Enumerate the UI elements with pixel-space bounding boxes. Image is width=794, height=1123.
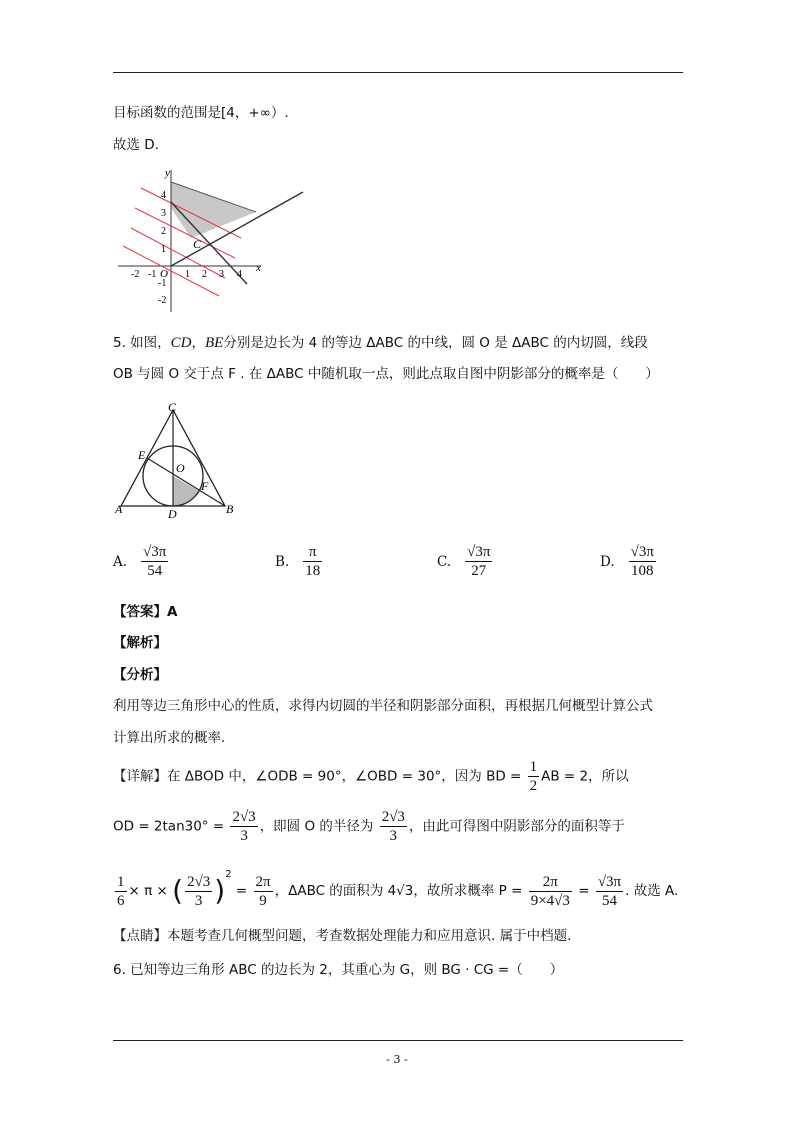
- option-a[interactable]: [113, 543, 170, 580]
- y-label: y: [165, 167, 170, 179]
- label-f: F: [201, 479, 209, 493]
- x-tick: 1: [185, 269, 190, 280]
- q5-rest: 分别是边长为 4 的等边 ΔABC 的中线，圆 O 是 ΔABC 的内切圆，线段: [223, 335, 648, 351]
- coordinate-graph: [113, 160, 313, 320]
- page-number: - 3 -: [386, 1053, 408, 1066]
- radius-fraction-2: $\frac{2√3}{3}$: [381, 809, 405, 844]
- detail3-text-d: =: [573, 883, 594, 899]
- point-c-label: C: [193, 237, 202, 251]
- shaded-sector: [173, 476, 199, 506]
- detail-line-2: [113, 808, 625, 845]
- detail2-text-c: ，由此可得图中阴影部分的面积等于: [408, 818, 625, 835]
- x-tick: -2: [131, 269, 140, 280]
- level-line: [131, 228, 225, 278]
- q5-line-2: OB 与圆 O 交于点 F . 在 ΔABC 中随机取一点，则此点取自图中阴影部分的概率是（ ）: [113, 366, 659, 382]
- detail-line-3: $\frac{1}{6}$ × π × ( $\frac{2√3}{3}$ )$^2$ = $\frac{2\pi}{9}$ ，ΔABC 的面积为 4√3，故所求概率 P = $\frac{2\pi}{9\times 4√3}$ = $\frac{√3\pi}{54}$ . 故选 A.: [117, 869, 679, 909]
- y-tick: -2: [158, 295, 167, 306]
- result-fraction: $\frac{√3\pi}{54}$: [597, 873, 622, 909]
- option-b-label: B.: [275, 553, 290, 570]
- x-tick: 3: [219, 269, 224, 280]
- label-d: D: [168, 507, 177, 520]
- y-tick: -1: [158, 278, 167, 289]
- header-rule: [113, 72, 683, 73]
- square-exponent: 2: [225, 869, 232, 880]
- option-d-label: D.: [600, 553, 615, 570]
- option-b-fraction: $\frac{\pi}{18}$: [305, 544, 321, 579]
- analysis-line-1: 利用等边三角形中心的性质，求得内切圆的半径和阴影部分面积，再根据几何概型计算公式: [113, 698, 653, 714]
- q5-be: BE: [205, 335, 224, 351]
- text-line-1: 目标函数的范围是[4，+∞）.: [113, 105, 289, 121]
- label-b: B: [226, 502, 234, 516]
- q5-prefix: 5. 如图，: [113, 335, 171, 351]
- triangle-figure: [113, 398, 243, 520]
- detail3-text-b: =: [231, 883, 252, 899]
- y-tick: 4: [161, 190, 166, 201]
- feasible-region-shade: [171, 182, 256, 238]
- half-fraction: $\frac{1}{2}$: [529, 759, 538, 794]
- option-c-fraction: $\frac{√3\pi}{27}$: [467, 544, 491, 579]
- detail2-text-a: OD = 2tan30° =: [113, 818, 229, 835]
- text-line-2: 故选 D.: [113, 137, 159, 153]
- label-o: O: [176, 461, 185, 475]
- fenxi-heading: 【分析】: [113, 667, 167, 683]
- option-d[interactable]: [600, 543, 658, 580]
- footer-rule: [113, 1040, 683, 1041]
- option-c[interactable]: [437, 543, 494, 580]
- x-tick: -1: [148, 269, 157, 280]
- label-a: A: [115, 502, 123, 516]
- dianjing-line: 【点睛】本题考查几何概型问题，考查数据处理能力和应用意识. 属于中档题.: [113, 928, 572, 944]
- jiexi-heading: 【解析】: [113, 635, 167, 651]
- option-a-fraction: $\frac{√3\pi}{54}$: [143, 544, 167, 579]
- q5-line-1: [113, 333, 648, 353]
- x-tick: 2: [202, 269, 207, 280]
- option-b[interactable]: [275, 543, 324, 580]
- y-tick: 2: [161, 226, 166, 237]
- detail-line-1: [113, 758, 629, 795]
- radius-fraction-1: $\frac{2√3}{3}$: [232, 809, 256, 844]
- p-fraction: $\frac{2\pi}{9\times 4√3}$: [530, 873, 570, 909]
- detail1-text-a: 【详解】在 ΔBOD 中，∠ODB = 90°，∠OBD = 30°，因为 BD =: [113, 768, 526, 785]
- answer-line: 【答案】A: [113, 604, 178, 620]
- label-e: E: [138, 448, 146, 462]
- x-label: x: [256, 262, 261, 274]
- detail2-text-b: ，即圆 O 的半径为: [259, 818, 378, 835]
- detail3-text-c: ，ΔABC 的面积为 4√3，故所求概率 P =: [274, 883, 527, 899]
- detail1-text-b: AB = 2，所以: [541, 768, 629, 785]
- detail3-text-a: × π ×: [128, 883, 173, 899]
- y-tick: 1: [161, 244, 166, 255]
- option-d-fraction: $\frac{√3\pi}{108}$: [630, 544, 654, 579]
- sixth-fraction: $\frac{1}{6}$: [117, 873, 125, 909]
- option-a-label: A.: [113, 553, 128, 570]
- radius-fraction-3: $\frac{2√3}{3}$: [187, 873, 211, 909]
- q6-line: 6. 已知等边三角形 ABC 的边长为 2，其重心为 G，则 BG · CG =（ ）: [113, 962, 564, 978]
- x-tick: 4: [237, 269, 242, 280]
- y-tick: 3: [161, 208, 166, 219]
- detail3-text-e: . 故选 A.: [625, 883, 679, 899]
- analysis-line-2: 计算出所求的概率.: [113, 730, 226, 746]
- origin-label: O: [160, 268, 168, 280]
- option-c-label: C.: [437, 553, 452, 570]
- q5-cd: CD: [170, 335, 192, 351]
- area-fraction: $\frac{2\pi}{9}$: [255, 873, 271, 909]
- label-c: C: [168, 400, 177, 414]
- q5-comma: ，: [191, 335, 206, 351]
